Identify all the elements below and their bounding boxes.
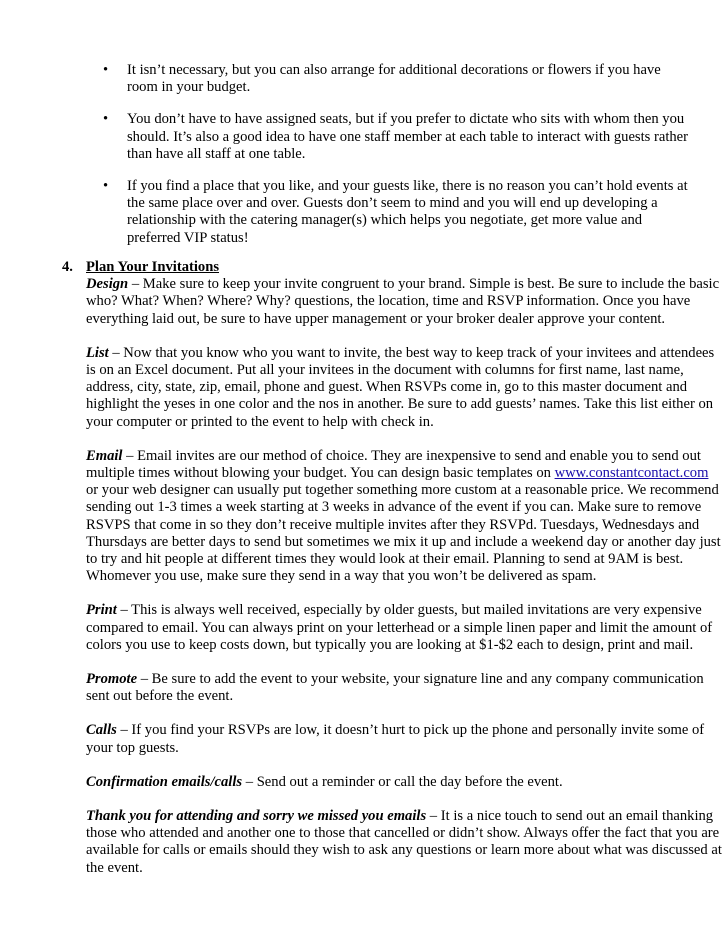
paragraph-confirmation — [86, 774, 722, 791]
bullet-icon: • — [103, 62, 109, 78]
print-text: – This is always well received, especially by older guests, but mailed invitations are very expensive compared to email. You can always print on your letterhead or a simple linen paper and limit the amount of colors you use to keep costs down, but typically you are looking at $1-$2 each to design, print and mail. — [86, 602, 713, 653]
bullet-text: If you find a place that you like, and your guests like, there is no reason you can’t hold events at the same place over and over. Guests don’t seem to mind and you will end up developing a relationship with the catering manager(s) which helps you negotiate, get more value and preferred VIP status! — [127, 178, 688, 246]
bullet-icon: • — [103, 178, 109, 195]
paragraph-design — [86, 276, 722, 328]
bullet-item-venue — [103, 178, 693, 247]
section-body — [62, 276, 722, 877]
calls-text: – If you find your RSVPs are low, it doesn’t hurt to pick up the phone and personally invite some of your top guests. — [86, 722, 705, 756]
paragraph-promote — [86, 671, 722, 705]
bullet-item-decorations — [103, 62, 693, 96]
term-email: Email — [86, 447, 123, 464]
term-list: List — [86, 344, 109, 361]
bullet-text: It isn’t necessary, but you can also arrange for additional decorations or flowers if you have room in your budget. — [127, 62, 661, 96]
paragraph-calls — [86, 722, 722, 756]
paragraph-thanks — [86, 808, 722, 877]
section-number: 4. — [62, 259, 73, 275]
term-print: Print — [86, 602, 117, 619]
bullet-item-seating — [103, 111, 693, 163]
term-thanks: Thank you for attending and sorry we missed you emails — [86, 808, 427, 825]
term-confirmation: Confirmation emails/calls — [86, 773, 243, 790]
section-heading — [62, 259, 722, 276]
paragraph-print — [86, 602, 722, 654]
bullet-list — [103, 62, 693, 262]
section-plan-invitations — [62, 259, 722, 894]
constantcontact-link[interactable]: www.constantcontact.com — [554, 465, 709, 482]
paragraph-email — [86, 448, 722, 586]
term-design: Design — [86, 276, 129, 293]
list-text: – Now that you know who you want to invite, the best way to keep track of your invitees and attendees is on an Excel document. Put all your invitees in the document with columns for first name, last name, address, city, state, zip, email, phone and guest. When RSVPs come in, go to this master document and highlight the yeses in one color and the nos in another. Be sure to add guests’ names. Take this list either on your computer or printed to the event to help with check in. — [86, 344, 715, 430]
design-text: – Make sure to keep your invite congruent to your brand. Simple is best. Be sure to include the basic who? What? When? Where? Why? questions, the location, time and RSVP information. Once you have everything laid out, be sure to have upper management or your broker dealer approve your content. — [86, 276, 720, 327]
paragraph-list — [86, 345, 722, 431]
bullet-icon: • — [103, 111, 109, 128]
bullet-text: You don’t have to have assigned seats, but if you prefer to dictate who sits with whom then you should. It’s also a good idea to have one staff member at each table to interact with guests rather than have all staff at one table. — [127, 111, 689, 162]
confirmation-text: – Send out a reminder or call the day before the event. — [242, 773, 563, 790]
term-promote: Promote — [86, 671, 138, 688]
email-text-before: – Email invites are our method of choice. They are inexpensive to send and enable you to send out multiple times without blowing your budget. You can design basic templates on — [86, 447, 701, 482]
thanks-text: – It is a nice touch to send out an email thanking those who attended and another one to those that cancelled or didn’t show. Always offer the fact that you are available for calls or emails should they wish to ask any questions or learn more about what was discussed at the event. — [86, 808, 722, 876]
term-calls: Calls — [86, 722, 117, 739]
email-text-after: or your web designer can usually put together something more custom at a reasonable price. We recommend sending out 1-3 times a week starting at 3 weeks in advance of the event if you can. Make sure to remove RSVPS that come in so they don’t receive multiple invites after they RSVPd. Tuesdays, Wednesdays and Thursdays are better days to send but sometimes we mix it up and include a weekend day or another day just to try and hit people at different times they would look at their email. Planning to send at 9AM is best. Whomever you use, make sure they send in a way that you won’t be delivered as spam. — [86, 482, 721, 585]
section-title: Plan Your Invitations — [86, 259, 219, 275]
promote-text: – Be sure to add the event to your website, your signature line and any company communication sent out before the event. — [86, 671, 704, 705]
